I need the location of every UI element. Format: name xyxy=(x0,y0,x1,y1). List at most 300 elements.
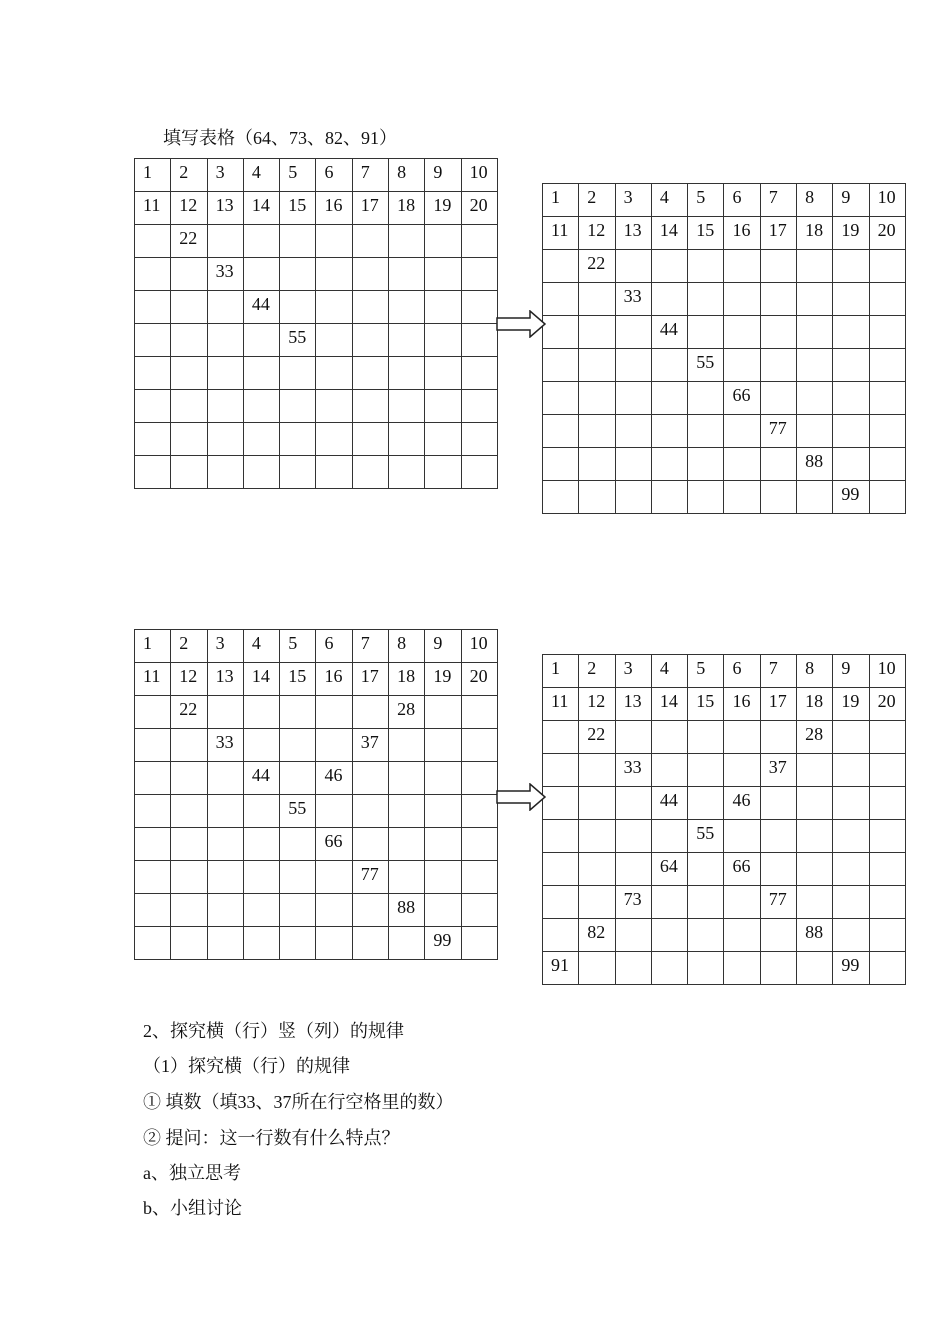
grid-cell xyxy=(316,894,352,927)
grid-row xyxy=(543,655,906,688)
grid-cell: 9 xyxy=(833,655,869,688)
grid-cell: 6 xyxy=(316,630,352,663)
grid-cell: 8 xyxy=(797,184,833,217)
grid-cell xyxy=(833,853,869,886)
grid-row xyxy=(135,291,498,324)
grid-cell xyxy=(615,820,651,853)
grid-cell xyxy=(760,919,796,952)
grid-cell xyxy=(352,696,388,729)
grid-cell: 11 xyxy=(543,217,579,250)
grid-row xyxy=(135,258,498,291)
grid-cell xyxy=(316,225,352,258)
grid-cell: 66 xyxy=(316,828,352,861)
grid-cell xyxy=(724,415,760,448)
grid-cell: 12 xyxy=(579,217,615,250)
grid-cell: 33 xyxy=(207,729,243,762)
grid-cell xyxy=(389,729,425,762)
grid-cell xyxy=(651,754,687,787)
grid-cell xyxy=(579,415,615,448)
grid-cell: 9 xyxy=(833,184,869,217)
grid-cell xyxy=(461,762,497,795)
grid-cell xyxy=(760,382,796,415)
grid-cell: 2 xyxy=(171,630,207,663)
grid-cell xyxy=(760,952,796,985)
grid-cell xyxy=(389,225,425,258)
grid-row xyxy=(543,448,906,481)
grid-cell xyxy=(425,324,461,357)
grid-cell xyxy=(833,349,869,382)
grid-cell xyxy=(135,828,171,861)
grid-cell xyxy=(461,795,497,828)
grid-cell: 1 xyxy=(135,630,171,663)
grid-cell xyxy=(615,316,651,349)
grid-cell xyxy=(579,481,615,514)
grid-cell xyxy=(207,357,243,390)
grid-cell xyxy=(280,423,316,456)
grid-cell xyxy=(135,225,171,258)
grid-cell xyxy=(869,415,905,448)
grid-cell xyxy=(797,754,833,787)
grid-cell: 33 xyxy=(207,258,243,291)
grid-cell xyxy=(833,919,869,952)
grid-cell xyxy=(280,258,316,291)
grid-cell xyxy=(389,324,425,357)
grid-cell xyxy=(425,762,461,795)
step-group-discussion: b、小组讨论 xyxy=(143,1198,242,1218)
grid-cell: 7 xyxy=(760,655,796,688)
grid-cell: 22 xyxy=(171,696,207,729)
grid-cell xyxy=(425,225,461,258)
grid-row xyxy=(135,894,498,927)
grid-cell xyxy=(207,390,243,423)
grid-row xyxy=(543,283,906,316)
step-question: ② 提问：这一行数有什么特点？ xyxy=(143,1128,400,1148)
grid-cell xyxy=(760,481,796,514)
grid-cell: 16 xyxy=(316,663,352,696)
grid-cell: 73 xyxy=(615,886,651,919)
grid-cell xyxy=(316,291,352,324)
grid-cell: 18 xyxy=(389,663,425,696)
grid-cell xyxy=(688,787,724,820)
grid-cell: 11 xyxy=(135,663,171,696)
grid-cell: 66 xyxy=(724,853,760,886)
grid-row xyxy=(135,225,498,258)
grid-cell xyxy=(579,382,615,415)
grid-cell: 19 xyxy=(425,663,461,696)
grid-cell: 77 xyxy=(760,886,796,919)
grid-cell xyxy=(543,820,579,853)
grid-cell xyxy=(724,919,760,952)
grid-cell xyxy=(579,448,615,481)
grid-cell xyxy=(389,861,425,894)
grid-row xyxy=(135,357,498,390)
grid-cell xyxy=(135,729,171,762)
grid-cell xyxy=(579,316,615,349)
grid-cell xyxy=(352,258,388,291)
grid-cell xyxy=(579,754,615,787)
grid-cell: 5 xyxy=(280,630,316,663)
grid-cell xyxy=(797,820,833,853)
grid-row xyxy=(543,688,906,721)
right-arrow-icon xyxy=(496,310,546,338)
grid-cell xyxy=(352,291,388,324)
grid-cell: 46 xyxy=(316,762,352,795)
grid-cell xyxy=(425,390,461,423)
grid-cell xyxy=(797,853,833,886)
grid-cell xyxy=(833,316,869,349)
grid-cell xyxy=(651,481,687,514)
grid-cell xyxy=(688,721,724,754)
grid-cell xyxy=(135,258,171,291)
grid-cell: 33 xyxy=(615,283,651,316)
grid-cell xyxy=(316,258,352,291)
grid-cell: 18 xyxy=(797,217,833,250)
grid-cell: 20 xyxy=(461,663,497,696)
grid-cell xyxy=(688,853,724,886)
grid-cell xyxy=(461,258,497,291)
grid-cell xyxy=(688,283,724,316)
grid-cell: 77 xyxy=(760,415,796,448)
grid-cell xyxy=(280,894,316,927)
grid-cell xyxy=(243,696,279,729)
grid-cell: 88 xyxy=(797,919,833,952)
grid-cell xyxy=(688,448,724,481)
grid-cell xyxy=(425,423,461,456)
grid-cell: 13 xyxy=(615,688,651,721)
grid-row xyxy=(543,787,906,820)
grid-cell: 28 xyxy=(797,721,833,754)
grid-cell xyxy=(207,795,243,828)
grid-cell xyxy=(135,357,171,390)
grid-cell xyxy=(280,927,316,960)
grid-cell xyxy=(352,423,388,456)
grid-cell xyxy=(760,721,796,754)
grid-cell xyxy=(833,721,869,754)
grid-cell: 99 xyxy=(833,952,869,985)
grid-cell: 20 xyxy=(869,688,905,721)
grid-row xyxy=(543,820,906,853)
grid-row xyxy=(135,423,498,456)
grid-cell xyxy=(135,696,171,729)
grid-cell xyxy=(389,258,425,291)
grid-row xyxy=(135,390,498,423)
grid-cell xyxy=(352,456,388,489)
grid-cell xyxy=(760,853,796,886)
grid-row xyxy=(135,795,498,828)
grid-cell xyxy=(797,316,833,349)
grid-cell xyxy=(207,861,243,894)
grid-cell xyxy=(280,357,316,390)
grid-cell xyxy=(352,762,388,795)
grid-cell: 64 xyxy=(651,853,687,886)
grid-cell: 33 xyxy=(615,754,651,787)
grid-cell: 55 xyxy=(280,324,316,357)
grid-cell: 19 xyxy=(425,192,461,225)
grid-cell: 18 xyxy=(389,192,425,225)
grid-cell xyxy=(316,390,352,423)
grid-cell xyxy=(316,456,352,489)
grid-cell xyxy=(615,382,651,415)
grid-cell: 16 xyxy=(724,688,760,721)
grid-cell: 5 xyxy=(280,159,316,192)
grid-cell xyxy=(352,795,388,828)
grid-cell: 17 xyxy=(352,663,388,696)
grid-cell xyxy=(651,721,687,754)
grid-cell xyxy=(543,754,579,787)
subsection-heading: （1）探究横（行）的规律 xyxy=(143,1056,350,1076)
grid-cell: 4 xyxy=(651,655,687,688)
grid-cell xyxy=(724,250,760,283)
grid-cell xyxy=(243,894,279,927)
grid-row xyxy=(543,250,906,283)
grid-cell: 1 xyxy=(135,159,171,192)
grid-cell: 9 xyxy=(425,630,461,663)
grid-cell: 15 xyxy=(688,688,724,721)
grid-cell xyxy=(651,382,687,415)
grid-cell xyxy=(615,250,651,283)
grid-cell xyxy=(243,258,279,291)
grid-cell xyxy=(352,390,388,423)
grid-cell: 15 xyxy=(688,217,724,250)
grid-cell: 11 xyxy=(543,688,579,721)
grid-cell xyxy=(543,415,579,448)
grid-cell: 15 xyxy=(280,192,316,225)
grid-row xyxy=(543,481,906,514)
grid-cell xyxy=(651,349,687,382)
grid-cell xyxy=(461,729,497,762)
grid-cell: 44 xyxy=(243,291,279,324)
grid-cell: 10 xyxy=(869,655,905,688)
grid-cell xyxy=(615,481,651,514)
grid-cell xyxy=(389,390,425,423)
grid-cell xyxy=(207,828,243,861)
grid-cell xyxy=(316,729,352,762)
grid-cell: 14 xyxy=(243,663,279,696)
grid-cell: 12 xyxy=(171,663,207,696)
grid-cell xyxy=(135,324,171,357)
grid-cell xyxy=(352,357,388,390)
grid-cell xyxy=(207,225,243,258)
grid-cell: 3 xyxy=(615,655,651,688)
grid-cell: 4 xyxy=(243,630,279,663)
grid-cell xyxy=(316,927,352,960)
grid-cell xyxy=(760,349,796,382)
grid-row xyxy=(543,316,906,349)
grid-cell xyxy=(207,423,243,456)
grid-cell xyxy=(797,952,833,985)
grid-cell xyxy=(543,481,579,514)
grid-cell xyxy=(316,423,352,456)
grid-row xyxy=(543,853,906,886)
grid-row xyxy=(135,663,498,696)
grid-cell: 2 xyxy=(579,184,615,217)
grid-cell xyxy=(833,754,869,787)
grid-cell xyxy=(543,382,579,415)
grid-cell xyxy=(171,357,207,390)
grid-cell xyxy=(171,291,207,324)
grid-cell xyxy=(461,696,497,729)
step-think-independently: a、独立思考 xyxy=(143,1163,241,1183)
grid-cell: 28 xyxy=(389,696,425,729)
grid-cell: 4 xyxy=(651,184,687,217)
grid-cell: 1 xyxy=(543,655,579,688)
grid-cell xyxy=(760,316,796,349)
grid-cell xyxy=(797,787,833,820)
grid-cell xyxy=(316,861,352,894)
grid-cell xyxy=(316,696,352,729)
grid-cell xyxy=(724,349,760,382)
grid-cell xyxy=(543,721,579,754)
grid-cell: 17 xyxy=(760,217,796,250)
grid-cell xyxy=(389,291,425,324)
grid-cell xyxy=(352,324,388,357)
grid-row xyxy=(543,952,906,985)
grid-cell xyxy=(243,927,279,960)
grid-cell xyxy=(243,324,279,357)
grid-cell xyxy=(615,853,651,886)
grid-cell xyxy=(425,894,461,927)
grid-cell xyxy=(651,820,687,853)
grid-cell xyxy=(389,762,425,795)
grid-cell: 44 xyxy=(243,762,279,795)
grid-cell xyxy=(651,283,687,316)
grid-cell xyxy=(651,886,687,919)
grid-cell xyxy=(461,357,497,390)
grid-cell xyxy=(316,357,352,390)
grid-cell: 77 xyxy=(352,861,388,894)
grid-cell xyxy=(135,861,171,894)
grid-cell xyxy=(461,423,497,456)
grid-row xyxy=(135,927,498,960)
grid-cell xyxy=(797,886,833,919)
grid-cell xyxy=(243,861,279,894)
grid-cell xyxy=(461,390,497,423)
grid-cell xyxy=(207,324,243,357)
grid-cell xyxy=(869,820,905,853)
grid-cell: 44 xyxy=(651,787,687,820)
grid-cell xyxy=(171,795,207,828)
grid-cell xyxy=(352,894,388,927)
grid-row xyxy=(135,630,498,663)
grid-cell xyxy=(615,448,651,481)
grid-cell xyxy=(651,448,687,481)
grid-cell xyxy=(869,721,905,754)
grid-cell: 22 xyxy=(579,721,615,754)
grid-cell: 22 xyxy=(171,225,207,258)
grid-cell xyxy=(615,721,651,754)
grid-cell xyxy=(461,225,497,258)
grid-cell xyxy=(688,952,724,985)
grid-cell xyxy=(280,225,316,258)
grid-cell xyxy=(425,456,461,489)
grid-cell xyxy=(869,886,905,919)
grid-cell xyxy=(760,250,796,283)
grid-cell xyxy=(797,415,833,448)
grid-cell xyxy=(135,762,171,795)
grid-cell xyxy=(543,283,579,316)
grid-cell: 2 xyxy=(579,655,615,688)
grid-cell xyxy=(724,721,760,754)
grid-row xyxy=(543,721,906,754)
grid-cell xyxy=(869,919,905,952)
grid-cell xyxy=(280,762,316,795)
number-grid-2 xyxy=(542,183,906,514)
grid-cell: 6 xyxy=(724,655,760,688)
table-instruction-title: 填写表格（64、73、82、91） xyxy=(163,128,397,148)
grid-row xyxy=(135,324,498,357)
grid-cell xyxy=(207,927,243,960)
step-fill-numbers: ① 填数（填33、37所在行空格里的数） xyxy=(143,1092,454,1112)
grid-cell xyxy=(243,423,279,456)
grid-cell xyxy=(171,762,207,795)
grid-cell: 12 xyxy=(171,192,207,225)
grid-cell xyxy=(579,886,615,919)
grid-cell xyxy=(615,349,651,382)
grid-cell xyxy=(425,258,461,291)
grid-row xyxy=(135,861,498,894)
grid-cell xyxy=(207,762,243,795)
grid-cell: 6 xyxy=(724,184,760,217)
grid-cell: 37 xyxy=(352,729,388,762)
grid-row xyxy=(543,754,906,787)
grid-cell xyxy=(461,324,497,357)
grid-cell xyxy=(425,696,461,729)
grid-cell xyxy=(688,886,724,919)
grid-cell: 7 xyxy=(352,630,388,663)
grid-row xyxy=(543,919,906,952)
grid-cell: 19 xyxy=(833,217,869,250)
grid-cell xyxy=(171,423,207,456)
grid-cell xyxy=(135,291,171,324)
grid-cell: 13 xyxy=(207,663,243,696)
grid-cell: 66 xyxy=(724,382,760,415)
grid-cell xyxy=(651,250,687,283)
grid-cell xyxy=(724,448,760,481)
grid-cell xyxy=(869,481,905,514)
grid-cell xyxy=(760,787,796,820)
grid-cell: 7 xyxy=(760,184,796,217)
grid-cell: 16 xyxy=(724,217,760,250)
grid-cell xyxy=(207,894,243,927)
grid-cell xyxy=(724,754,760,787)
grid-cell: 99 xyxy=(425,927,461,960)
grid-cell: 44 xyxy=(651,316,687,349)
grid-cell xyxy=(389,828,425,861)
grid-cell xyxy=(171,729,207,762)
grid-cell xyxy=(207,456,243,489)
grid-cell: 8 xyxy=(389,159,425,192)
grid-cell xyxy=(869,316,905,349)
grid-cell xyxy=(171,828,207,861)
grid-cell xyxy=(280,861,316,894)
grid-row xyxy=(543,217,906,250)
grid-cell: 55 xyxy=(280,795,316,828)
number-grid-4 xyxy=(542,654,906,985)
grid-cell xyxy=(869,382,905,415)
grid-cell xyxy=(615,787,651,820)
grid-cell xyxy=(688,316,724,349)
grid-cell xyxy=(760,448,796,481)
grid-cell xyxy=(425,861,461,894)
grid-cell: 12 xyxy=(579,688,615,721)
grid-cell: 55 xyxy=(688,349,724,382)
grid-cell xyxy=(243,729,279,762)
grid-cell: 14 xyxy=(651,217,687,250)
grid-cell: 99 xyxy=(833,481,869,514)
right-arrow-icon xyxy=(496,783,546,811)
grid-cell xyxy=(352,927,388,960)
grid-cell xyxy=(833,820,869,853)
